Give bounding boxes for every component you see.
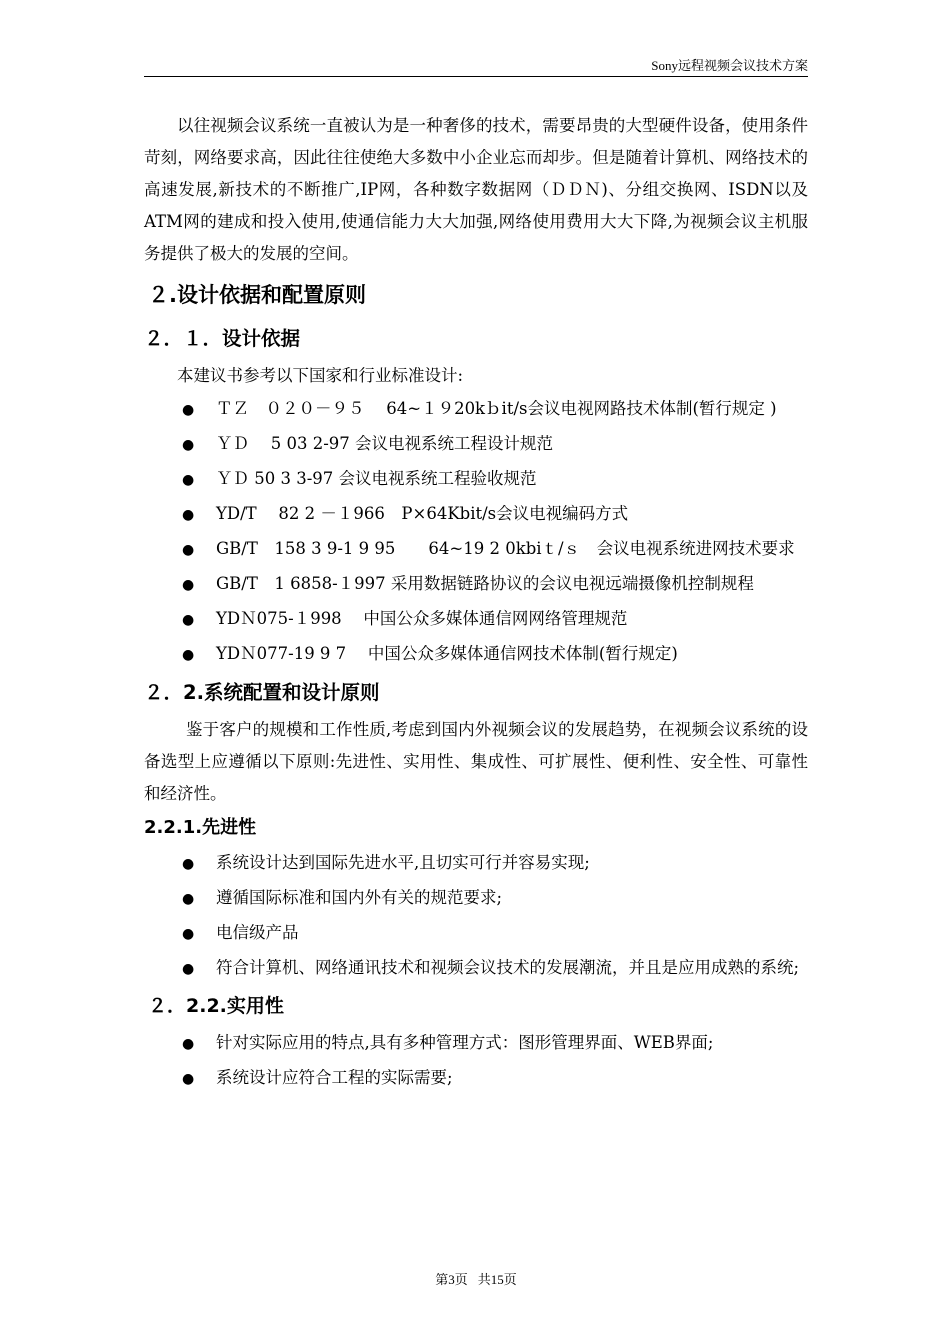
- advanced-list: [144, 846, 808, 986]
- bullet-icon: ●: [182, 507, 195, 523]
- list-item: ● 系统设计应符合工程的实际需要;: [144, 1061, 808, 1096]
- bullet-icon: ●: [182, 856, 195, 872]
- document-body: [144, 110, 808, 1096]
- bullet-icon: ●: [182, 437, 195, 453]
- list-item: ● 符合计算机、网络通讯技术和视频会议技术的发展潮流，并且是应用成熟的系统;: [144, 951, 808, 986]
- list-item: ● 系统设计达到国际先进水平,且切实可行并容易实现;: [144, 846, 808, 881]
- section-2-heading: ２.设计依据和配置原则: [148, 283, 366, 307]
- page-header: Sony远程视频会议技术方案: [651, 58, 808, 73]
- section-2-1-intro: 本建议书参考以下国家和行业标准设计:: [177, 366, 464, 385]
- page-footer: [144, 1272, 808, 1288]
- section-2-2-2-heading: ２．2.2.实用性: [148, 995, 284, 1017]
- header-rule: [144, 76, 808, 77]
- bullet-icon: ●: [182, 647, 195, 663]
- list-item: ● GB/T 1 6858-１997 采用数据链路协议的会议电视远端摄像机控制规程: [144, 567, 808, 602]
- intro-paragraph: 以往视频会议系统一直被认为是一种奢侈的技术，需要昂贵的大型硬件设备，使用条件苛刻，网络要求高，因此往往使绝大多数中小企业忘而却步。但是随着计算机、网络技术的高速发展,新技术的不断推广,IP网，各种数字数据网（ＤＤＮ)、分组交换网、ISDN以及ATM网的建成和投入使用,使通信能力大大加强,网络使用费用大大下降,为视频会议主机服务提供了极大的发展的空间。: [144, 116, 808, 263]
- bullet-icon: ●: [182, 542, 195, 558]
- page-total: 共15页: [477, 1272, 517, 1287]
- bullet-icon: ●: [182, 891, 195, 907]
- list-item: ● ＹＤ 5 03 2-97 会议电视系统工程设计规范: [144, 427, 808, 462]
- bullet-icon: ●: [182, 961, 195, 977]
- bullet-icon: ●: [182, 402, 195, 418]
- list-item: ● ＴＺ ０２０－９５ 64~１９20kｂit/s会议电视网路技术体制(暂行规定 ): [144, 392, 808, 427]
- section-2-2-1-heading: 2.2.1.先进性: [144, 817, 257, 838]
- list-item: ● YDＮ075-１998 中国公众多媒体通信网网络管理规范: [144, 602, 808, 637]
- practical-list: [144, 1026, 808, 1096]
- section-2-1-heading: ２．１．设计依据: [144, 327, 301, 350]
- list-item: ● 电信级产品: [144, 916, 808, 951]
- standards-list: [144, 392, 808, 672]
- list-item: ● YDＮ077-19 9 7 中国公众多媒体通信网技术体制(暂行规定): [144, 637, 808, 672]
- section-2-2-heading: ２．2.系统配置和设计原则: [144, 681, 380, 704]
- list-item: ● ＹＤ 50 3 3-97 会议电视系统工程验收规范: [144, 462, 808, 497]
- list-item: ● 针对实际应用的特点,具有多种管理方式：图形管理界面、WEB界面;: [144, 1026, 808, 1061]
- list-item: ● YD/T 82 2 －１966 P×64Kbit/s会议电视编码方式: [144, 497, 808, 532]
- page-number: 第3页: [435, 1272, 468, 1287]
- bullet-icon: ●: [182, 577, 195, 593]
- bullet-icon: ●: [182, 926, 195, 942]
- bullet-icon: ●: [182, 612, 195, 628]
- bullet-icon: ●: [182, 1071, 195, 1087]
- bullet-icon: ●: [182, 1036, 195, 1052]
- list-item: ● GB/T 158 3 9-1 9 95 64~19 2 0kbiｔ/ｓ 会议电视系统进网技术要求: [144, 532, 808, 567]
- section-2-2-intro: 鉴于客户的规模和工作性质,考虑到国内外视频会议的发展趋势，在视频会议系统的设备选型上应遵循以下原则:先进性、实用性、集成性、可扩展性、便利性、安全性、可靠性和经济性。: [144, 720, 808, 803]
- list-item: ● 遵循国际标准和国内外有关的规范要求;: [144, 881, 808, 916]
- bullet-icon: ●: [182, 472, 195, 488]
